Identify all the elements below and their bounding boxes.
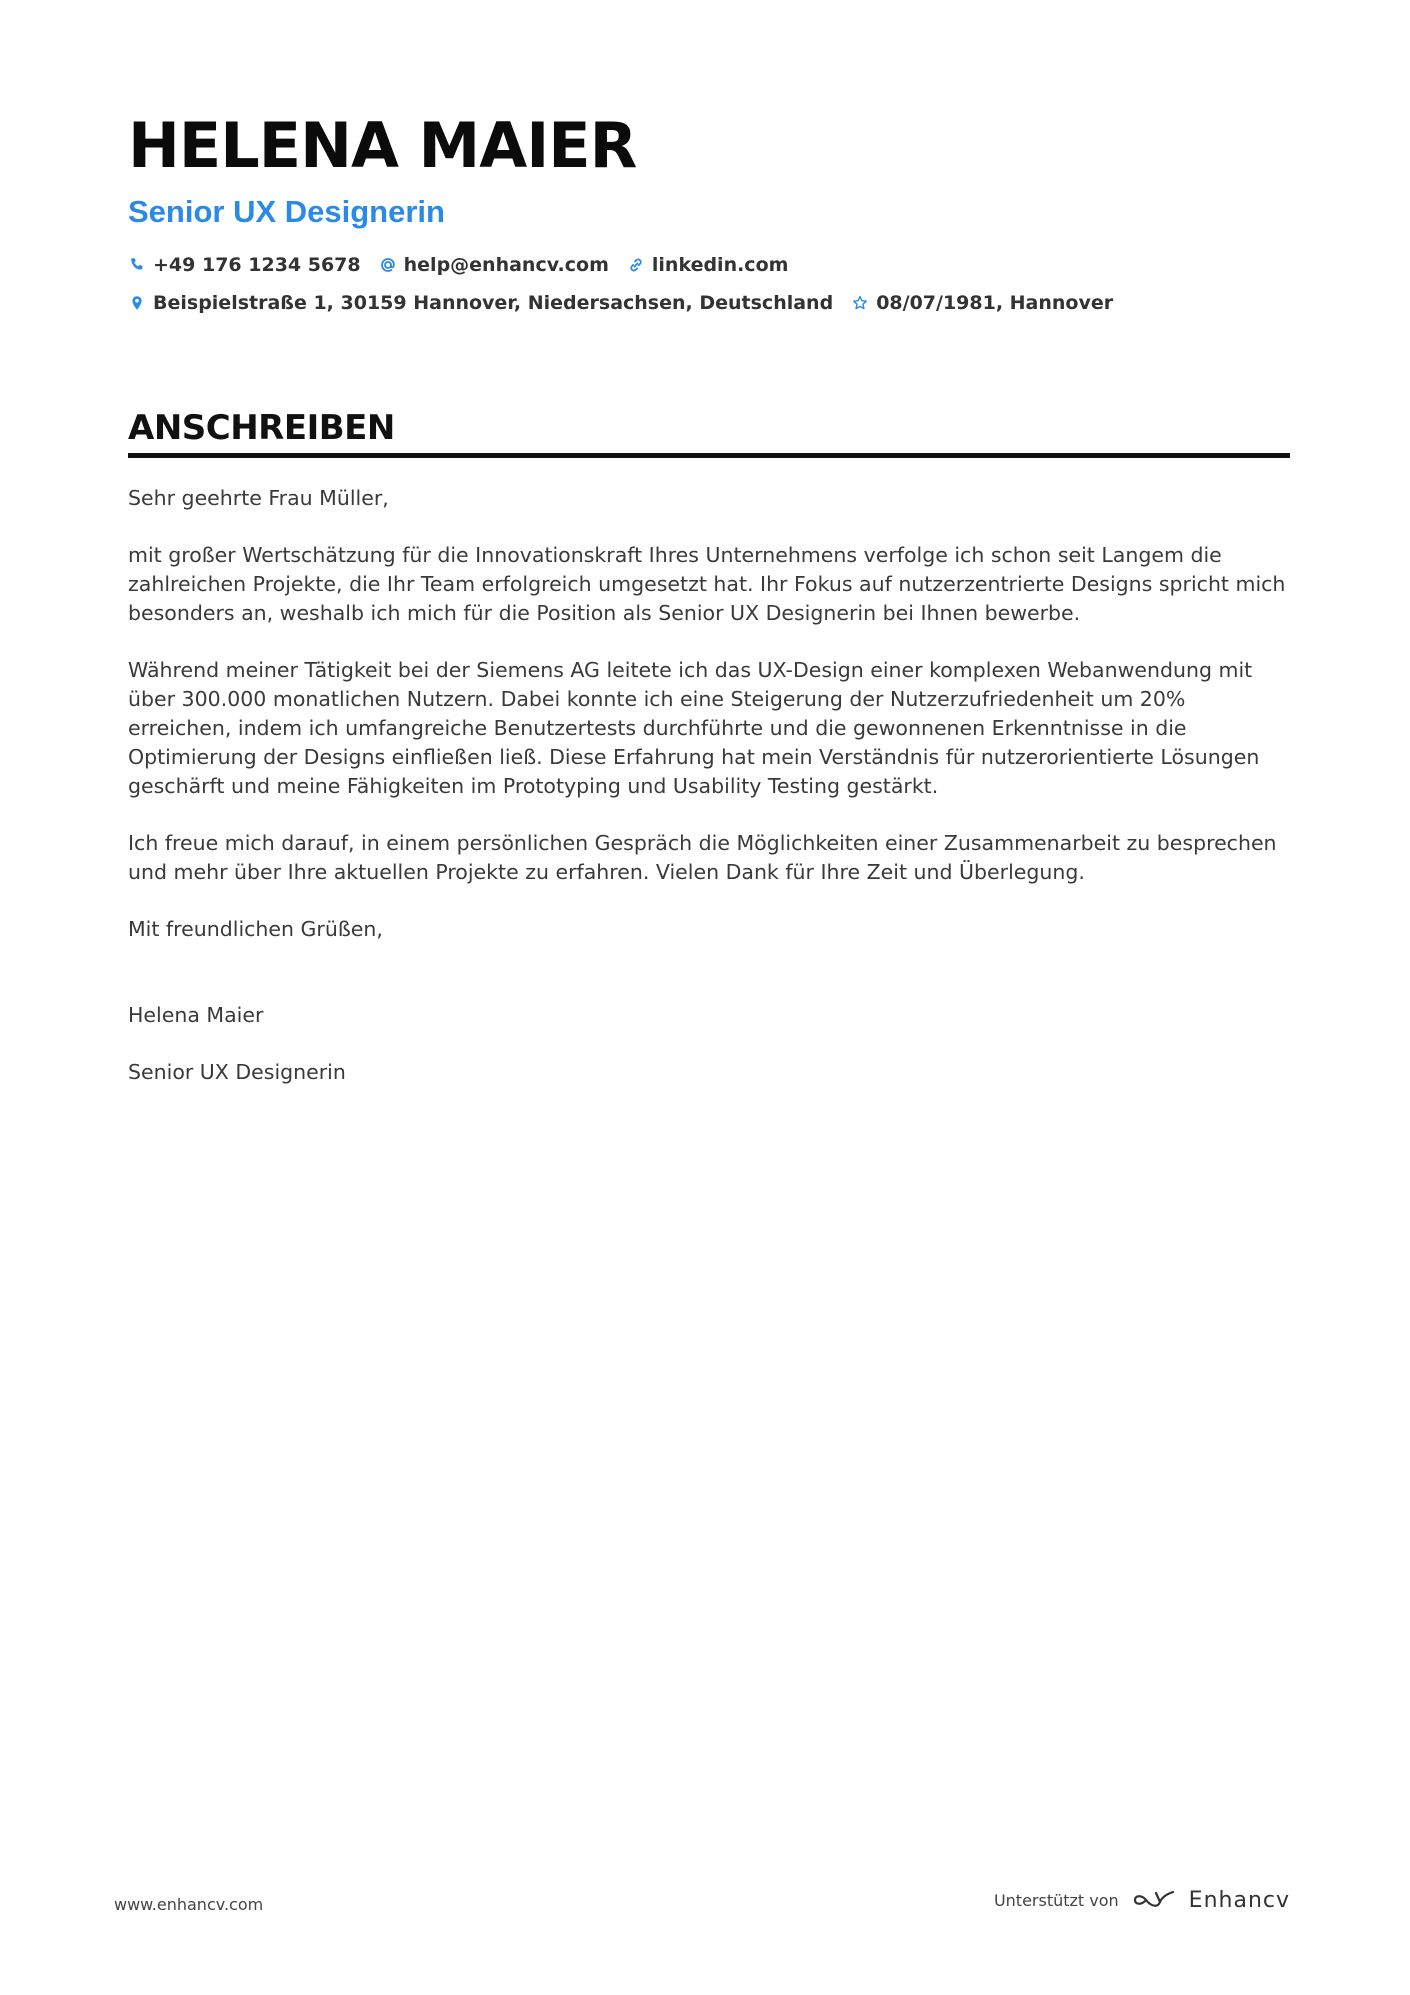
letter-paragraph: mit großer Wertschätzung für die Innovationskraft Ihres Unternehmens verfolge ich schon seit Langem die zahlreichen Projekte, die Ihr Team erfolgreich umgesetzt hat. Ihr Fokus auf nutzerzentrierte Designs spricht mich besonders an, weshalb ich mich für die Position als Senior UX Designerin bei Ihnen bewerbe.: [128, 543, 1286, 625]
location-pin-icon: [128, 294, 146, 312]
link-icon: [627, 256, 645, 274]
candidate-title: Senior UX Designerin: [128, 194, 445, 229]
powered-by-label: Unterstützt von: [993, 1890, 1119, 1910]
letter-body: [128, 484, 1290, 1087]
letter-paragraph: Während meiner Tätigkeit bei der Siemens AG leitete ich das UX-Design einer komplexen Webanwendung mit über 300.000 monatlichen Nutzern. Dabei konnte ich eine Steigerung der Nutzerzufriedenheit um 20% erreichen, indem ich umfangreiche Benutzertests durchführte und die gewonnenen Erkenntnisse in die Optimierung der Designs einfließen ließ. Diese Erfahrung hat mein Verständnis für nutzerorientierte Lösungen geschärft und meine Fähigkeiten im Prototyping und Usability Testing gestärkt.: [128, 658, 1260, 798]
contact-address-text: Beispielstraße 1, 30159 Hannover, Niedersachsen, Deutschland: [153, 292, 834, 314]
letter-closing: Mit freundlichen Grüßen,: [128, 917, 383, 941]
contact-website[interactable]: [627, 252, 789, 278]
contact-email[interactable]: [379, 252, 609, 278]
contact-email-text: help@enhancv.com: [403, 254, 609, 276]
section-title: ANSCHREIBEN: [128, 408, 395, 448]
contact-row-primary: [128, 252, 1288, 278]
contact-phone-text: +49 176 1234 5678: [153, 254, 361, 276]
section-divider: [128, 453, 1290, 458]
contact-birth-text: 08/07/1981, Hannover: [876, 292, 1114, 314]
contact-phone[interactable]: [128, 252, 361, 278]
footer-branding[interactable]: [994, 1887, 1290, 1913]
star-icon: [851, 294, 869, 312]
letter-paragraph: Ich freue mich darauf, in einem persönlichen Gespräch die Möglichkeiten einer Zusammenarbeit zu besprechen und mehr über Ihre aktuellen Projekte zu erfahren. Vielen Dank für Ihre Zeit und Überlegung.: [128, 831, 1277, 884]
phone-icon: [128, 256, 146, 274]
contact-birth: [851, 290, 1113, 316]
contact-address: [128, 290, 833, 316]
signature-name: Helena Maier: [128, 1003, 264, 1027]
cover-letter-section: [128, 405, 1290, 1115]
brand-name: Enhancv: [1188, 1887, 1290, 1913]
contact-row-secondary: [128, 290, 1288, 316]
letter-salutation: Sehr geehrte Frau Müller,: [128, 486, 389, 510]
footer-website[interactable]: www.enhancv.com: [114, 1895, 264, 1914]
signature-title: Senior UX Designerin: [128, 1060, 346, 1084]
at-icon: [379, 256, 397, 274]
contact-website-text: linkedin.com: [651, 254, 789, 276]
enhancv-logo-icon: [1131, 1887, 1177, 1913]
candidate-name: HELENA MAIER: [128, 109, 637, 182]
header: [128, 106, 1288, 316]
